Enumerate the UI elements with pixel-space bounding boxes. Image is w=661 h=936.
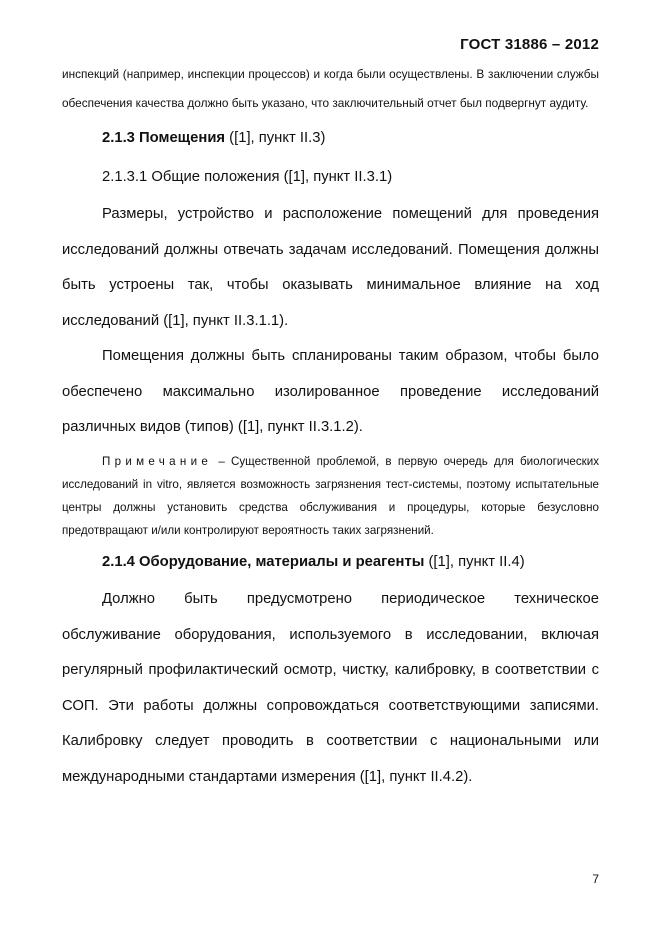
section-heading-2-1-4 xyxy=(62,545,599,581)
paragraph-rooms-requirements: Размеры, устройство и расположение помещений для проведения исследований должны отвечать задачам исследований. Помещения должны быть устроены так, чтобы оказывать минимальное влияние на ход исследований ([1], пункт II.3.1.1). xyxy=(62,206,599,329)
note-text: Существенной проблемой, в первую очередь для биологических исследований in vitro, является возможность загрязнения тест-системы, поэтому испытательные центры должны установить средства обслуживания и процедуры, которые безусловно предотвращают и/или контролируют вероятность таких загрязнений. xyxy=(62,454,599,537)
note-label: Примечание xyxy=(102,454,213,468)
section-heading-2-1-3-title: 2.1.3 Помещения xyxy=(102,130,226,146)
note-dash: – xyxy=(212,454,232,468)
paragraph-equipment-maintenance: Должно быть предусмотрено периодическое техническое обслуживание оборудования, используемого в исследовании, включая регулярный профилактический осмотр, чистку, калибровку, в соответствии с СОП. Эти работы должны сопровождаться соответствующими записями. Калибровку следует проводить в соответствии с национальными или международными стандартами измерения ([1], пункт II.4.2). xyxy=(62,591,599,785)
continued-paragraph: инспекций (например, инспекции процессов) и когда были осуществлены. В заключении службы обеспечения качества должно быть указано, что заключительный отчет был подвергнут аудиту. xyxy=(62,67,599,110)
paragraph-rooms-planning: Помещения должны быть спланированы таким образом, чтобы было обеспечено максимально изолированное проведение исследований различных видов (типов) ([1], пункт II.3.1.2). xyxy=(62,348,599,435)
section-heading-2-1-4-ref: ([1], пункт II.4) xyxy=(424,553,525,570)
section-heading-2-1-3 xyxy=(62,121,599,157)
note-paragraph xyxy=(62,450,599,542)
section-heading-2-1-3-ref: ([1], пункт II.3) xyxy=(225,130,326,146)
section-heading-2-1-3-1: 2.1.3.1 Общие положения ([1], пункт II.3.1) xyxy=(102,168,393,185)
page-content xyxy=(62,60,599,795)
standard-header: ГОСТ 31886 – 2012 xyxy=(460,36,599,53)
page-number: 7 xyxy=(592,872,599,886)
section-heading-2-1-4-title: 2.1.4 Оборудование, материалы и реагенты xyxy=(102,553,425,570)
